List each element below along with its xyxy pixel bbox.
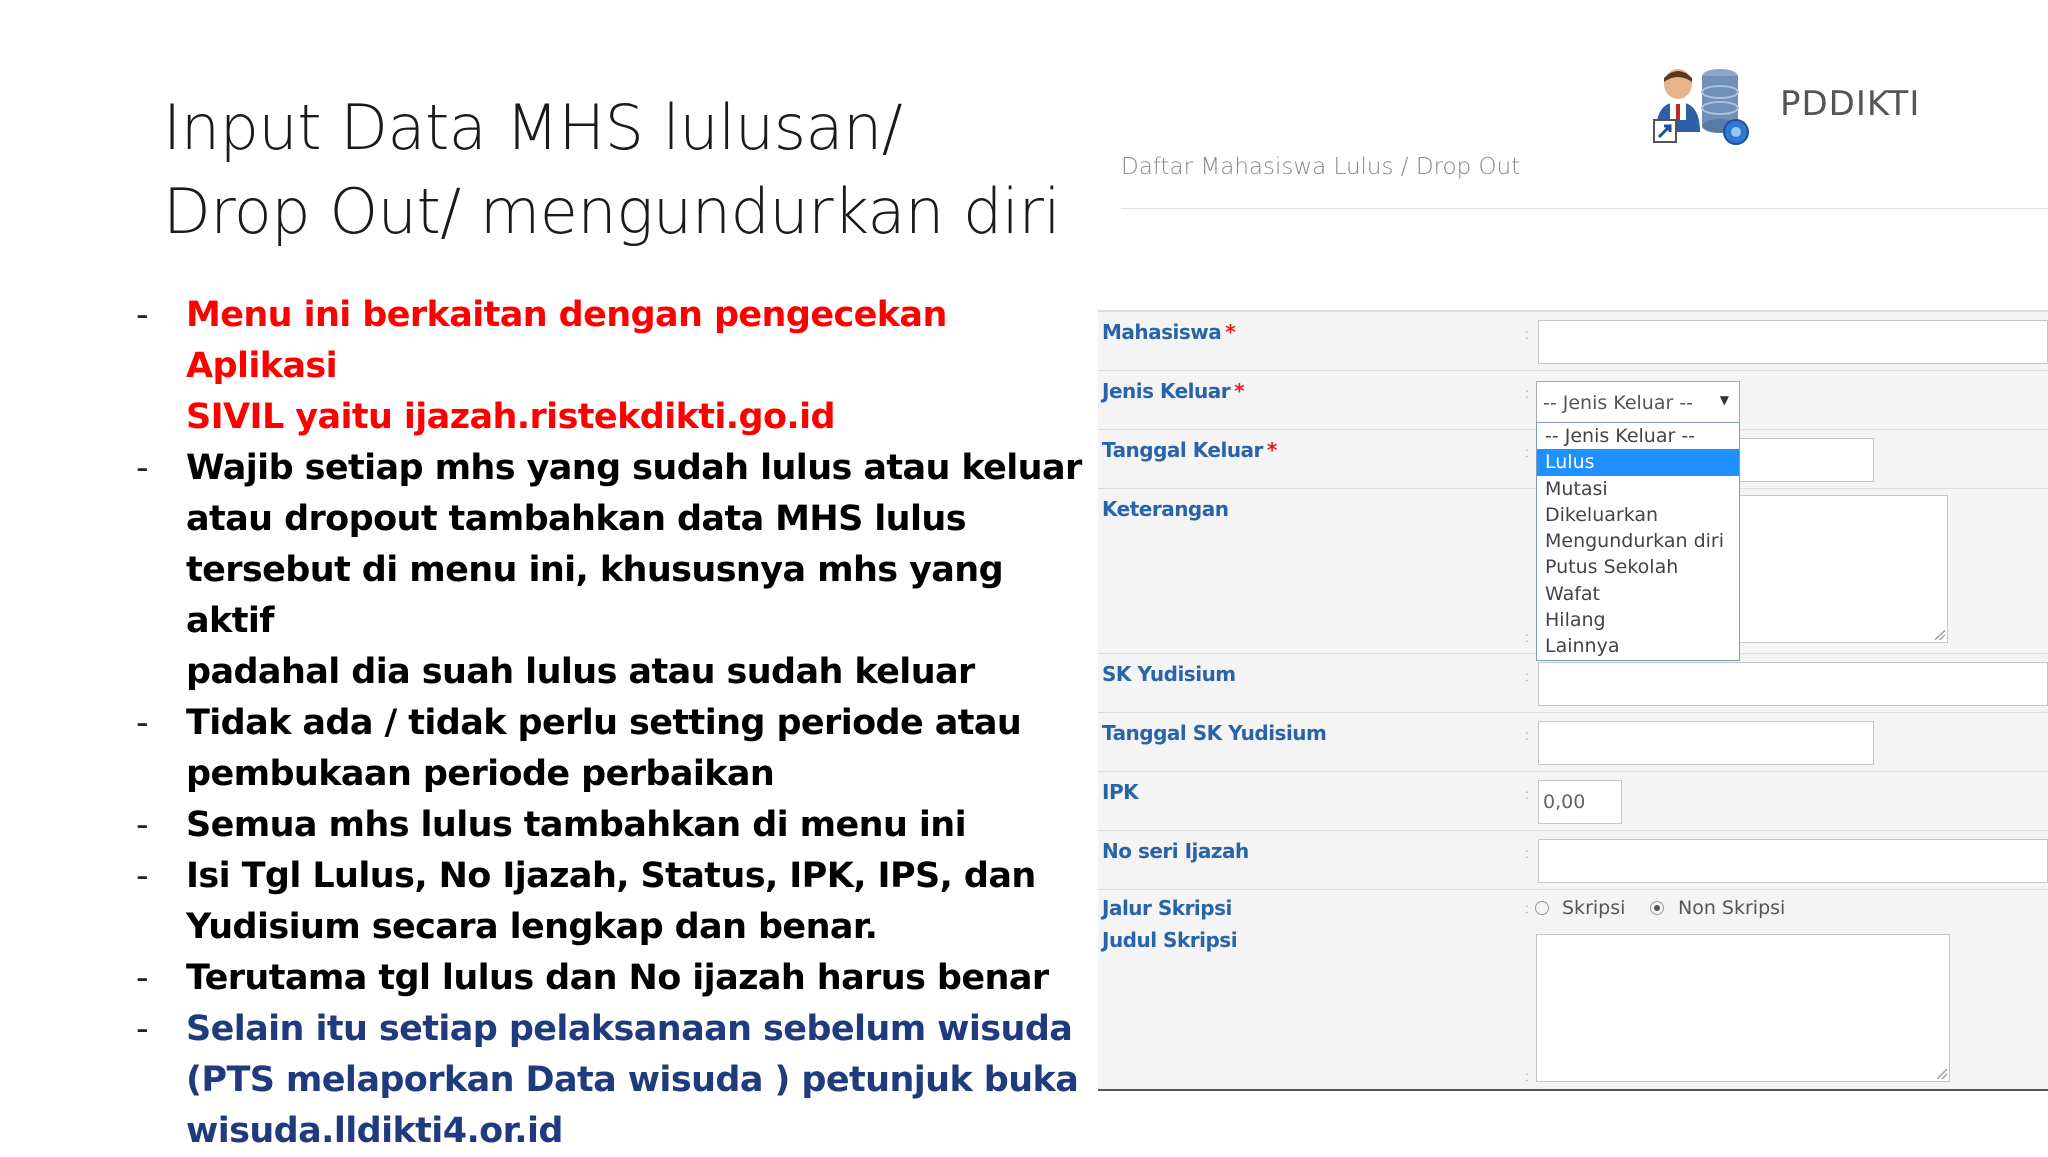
sk-yudisium-input[interactable] [1538,662,2048,706]
bullet-item [136,1004,1086,1157]
dropdown-arrow-icon: ▼ [1719,393,1729,407]
bullet-line: (PTS melaporkan Data wisuda ) petunjuk buka [186,1060,1079,1100]
colon: : [1525,668,1529,684]
row-jenis-keluar [1098,370,2048,429]
colon: : [1525,786,1529,802]
bullet-item [136,443,1086,698]
bullet-dash: - [136,703,149,743]
dropdown-option[interactable]: Lainnya [1545,635,1620,658]
row-judul-skripsi [1098,926,2048,1088]
dropdown-option[interactable]: Wafat [1545,582,1600,605]
bullet-item [136,698,1086,800]
pddikti-logo-icon [1648,62,1758,152]
slide-title [163,86,1103,254]
row-ipk [1098,771,2048,830]
resize-grip-icon[interactable] [1937,1069,1947,1079]
breadcrumb: Daftar Mahasiswa Lulus / Drop Out [1121,154,1521,180]
dropdown-option[interactable]: Mutasi [1545,477,1608,500]
dropdown-option[interactable]: Hilang [1545,609,1606,632]
mahasiswa-label: Mahasiswa * [1102,320,1236,344]
tanggal-sk-yudisium-label: Tanggal SK Yudisium [1102,721,1327,745]
divider [1121,208,2048,209]
resize-grip-icon[interactable] [1935,630,1945,640]
row-no-seri-ijazah [1098,830,2048,889]
colon: : [1525,385,1529,401]
jenis-keluar-dropdown[interactable] [1536,422,1740,661]
row-jalur-skripsi [1098,889,2048,926]
bullet-line: Semua mhs lulus tambahkan di menu ini [186,805,966,845]
dropdown-option[interactable]: -- Jenis Keluar -- [1545,425,1696,447]
jenis-keluar-value: -- Jenis Keluar -- [1543,392,1694,414]
bullet-line: Tidak ada / tidak perlu setting periode atau [186,703,1022,743]
non-skripsi-radio[interactable] [1650,901,1664,915]
dropdown-option-highlighted[interactable]: Lulus [1537,449,1739,475]
bullet-item [136,800,1086,851]
bullet-line: Selain itu setiap pelaksanaan sebelum wisuda [186,1009,1073,1049]
colon: : [1525,629,1529,645]
keterangan-label: Keterangan [1102,497,1229,521]
bullet-dash: - [136,448,149,488]
slide-title-line-1: Input Data MHS lulusan/ [163,91,903,164]
ipk-label: IPK [1102,780,1139,804]
colon: : [1525,326,1529,342]
non-skripsi-radio-label[interactable]: Non Skripsi [1678,897,1786,919]
judul-skripsi-textarea[interactable] [1536,934,1950,1082]
judul-skripsi-label: Judul Skripsi [1102,928,1238,952]
bullet-dash: - [136,856,149,896]
no-seri-ijazah-label: No seri Ijazah [1102,839,1249,863]
bullet-item [136,290,1086,443]
bullet-line: SIVIL yaitu ijazah.ristekdikti.go.id [186,397,835,437]
colon: : [1525,727,1529,743]
no-seri-ijazah-input[interactable] [1538,839,2048,883]
skripsi-radio[interactable] [1535,901,1549,915]
colon: : [1525,444,1529,460]
tanggal-sk-yudisium-input[interactable] [1538,721,1874,765]
tanggal-keluar-label: Tanggal Keluar * [1102,438,1277,462]
dropdown-option[interactable]: Putus Sekolah [1545,556,1679,579]
bullet-line: Menu ini berkaitan dengan pengecekan Aplikasi [186,295,947,386]
dropdown-option[interactable]: Dikeluarkan [1545,503,1659,526]
bullet-list [136,290,1086,1157]
bullet-dash: - [136,958,149,998]
colon: : [1525,900,1529,916]
row-sk-yudisium [1098,653,2048,712]
bullet-dash: - [136,295,149,335]
required-mark: * [1266,438,1277,462]
jenis-keluar-label: Jenis Keluar * [1102,379,1245,403]
bullet-dash: - [136,1009,149,1049]
dropdown-option[interactable]: Mengundurkan diri [1545,530,1725,553]
jalur-skripsi-label: Jalur Skripsi [1102,896,1232,920]
bullet-line: Yudisium secara lengkap dan benar. [186,907,878,947]
slide-title-line-2: Drop Out/ mengundurkan diri [163,175,1061,248]
pddikti-logo-text: PDDIKTI [1780,84,1921,124]
required-mark: * [1225,320,1236,344]
bullet-line: wisuda.lldikti4.or.id [186,1111,563,1151]
mahasiswa-input[interactable] [1538,320,2048,364]
bullet-line: padahal dia suah lulus atau sudah keluar [186,652,975,692]
bullet-line: atau dropout tambahkan data MHS lulus [186,499,966,539]
ipk-input[interactable]: 0,00 [1538,780,1622,824]
colon: : [1525,845,1529,861]
bullet-line: Wajib setiap mhs yang sudah lulus atau keluar [186,448,1082,488]
bullet-line: pembukaan periode perbaikan [186,754,775,794]
bullet-dash: - [136,805,149,845]
bullet-line: Terutama tgl lulus dan No ijazah harus benar [186,958,1049,998]
row-mahasiswa [1098,311,2048,370]
row-tanggal-sk-yudisium [1098,712,2048,771]
required-mark: * [1234,379,1245,403]
bullet-item [136,851,1086,953]
jenis-keluar-select[interactable] [1536,381,1740,425]
bullet-line: tersebut di menu ini, khususnya mhs yang aktif [186,550,1004,641]
bullet-item [136,953,1086,1004]
bullet-line: Isi Tgl Lulus, No Ijazah, Status, IPK, IPS, dan [186,856,1036,896]
sk-yudisium-label: SK Yudisium [1102,662,1236,686]
colon: : [1525,1068,1529,1084]
skripsi-radio-label[interactable]: Skripsi [1562,897,1626,919]
